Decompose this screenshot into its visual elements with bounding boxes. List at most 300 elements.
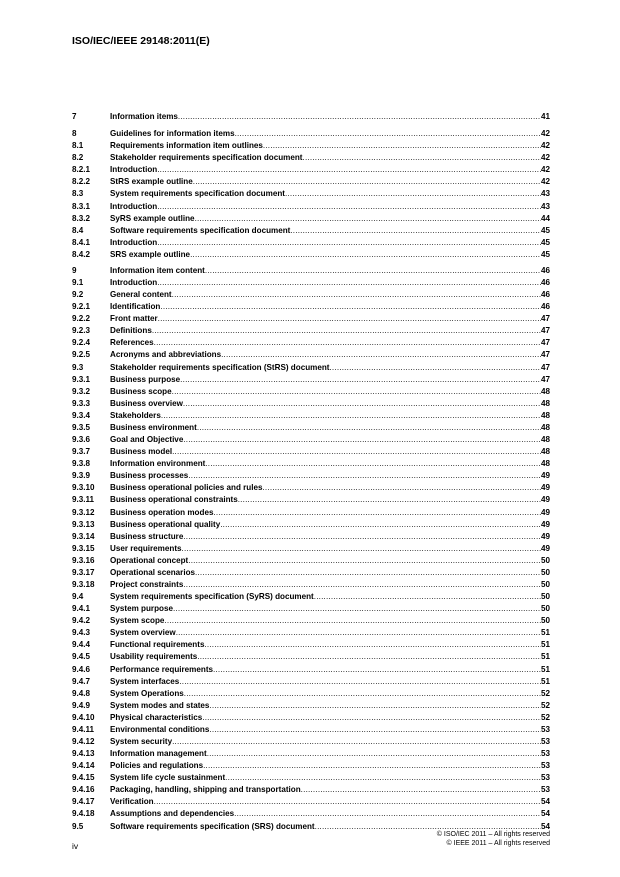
toc-entry-title: Business processes (110, 471, 189, 481)
toc-leader-dots (183, 434, 541, 446)
toc-entry[interactable] (72, 164, 550, 176)
toc-leader-dots (190, 249, 541, 261)
toc-entry-number: 9.3.15 (72, 543, 95, 553)
toc-entry-number: 9.4.17 (72, 797, 95, 807)
toc-entry-page: 52 (540, 712, 550, 722)
toc-entry[interactable] (72, 301, 550, 313)
toc-entry[interactable] (72, 555, 550, 567)
toc-leader-dots (195, 213, 541, 225)
toc-entry[interactable] (72, 140, 550, 152)
toc-section (72, 111, 550, 123)
toc-leader-dots (290, 225, 541, 237)
toc-leader-dots (184, 688, 541, 700)
toc-entry-page: 43 (540, 201, 550, 211)
toc-entry[interactable] (72, 213, 550, 225)
toc-entry-number: 8.4.2 (72, 249, 91, 259)
toc-entry-title: Business operation modes (110, 507, 214, 517)
toc-entry-number: 9.4.8 (72, 688, 91, 698)
toc-entry-page: 54 (540, 809, 550, 819)
toc-entry-page: 51 (540, 640, 550, 650)
toc-entry[interactable] (72, 724, 550, 736)
toc-entry[interactable] (72, 531, 550, 543)
toc-entry[interactable] (72, 188, 550, 200)
toc-leader-dots (238, 494, 541, 506)
toc-entry[interactable] (72, 446, 550, 458)
toc-entry[interactable] (72, 398, 550, 410)
toc-entry[interactable] (72, 543, 550, 555)
toc-entry-title: Operational scenarios (110, 567, 196, 577)
toc-entry-page: 51 (540, 664, 550, 674)
toc-leader-dots (193, 176, 541, 188)
toc-leader-dots (172, 386, 541, 398)
toc-leader-dots (183, 579, 541, 591)
toc-entry-title: System purpose (110, 604, 173, 614)
toc-section (72, 265, 550, 833)
toc-leader-dots (154, 337, 541, 349)
toc-entry-page: 53 (540, 724, 550, 734)
toc-entry[interactable] (72, 337, 550, 349)
toc-leader-dots (235, 128, 541, 140)
toc-entry-page: 46 (540, 265, 550, 275)
toc-leader-dots (314, 591, 541, 603)
toc-leader-dots (183, 531, 541, 543)
toc-entry-number: 9.4.7 (72, 676, 91, 686)
toc-entry-page: 54 (540, 821, 550, 831)
toc-entry-title: Identification (110, 302, 161, 312)
toc-entry-page: 50 (540, 592, 550, 602)
toc-entry-title: StRS example outline (110, 177, 193, 187)
copyright-iso: © ISO/IEC 2011 – All rights reserved (436, 831, 550, 838)
toc-entry-number: 9.3.7 (72, 447, 91, 457)
toc-entry-page: 52 (540, 700, 550, 710)
toc-entry[interactable] (72, 176, 550, 188)
toc-entry[interactable] (72, 325, 550, 337)
toc-entry-number: 9.4.4 (72, 640, 91, 650)
toc-entry-title: Acronyms and abbreviations (110, 350, 222, 360)
toc-entry-title: Software requirements specification (SRS) document (110, 821, 315, 831)
toc-entry[interactable] (72, 651, 550, 663)
toc-entry-page: 48 (540, 386, 550, 396)
toc-entry[interactable] (72, 249, 550, 261)
toc-entry-number: 9.4.15 (72, 773, 95, 783)
copyright-notice (437, 830, 550, 848)
toc-entry-title: Packaging, handling, shipping and transportation (110, 785, 301, 795)
toc-entry-page: 50 (540, 567, 550, 577)
toc-entry-page: 48 (540, 447, 550, 457)
toc-entry-page: 43 (540, 189, 550, 199)
toc-entry-page: 45 (540, 249, 550, 259)
toc-entry-title: Assumptions and dependencies (110, 809, 235, 819)
toc-entry-number: 9.4.13 (72, 749, 95, 759)
toc-entry-number: 9.2.3 (72, 326, 91, 336)
toc-entry-page: 53 (540, 785, 550, 795)
toc-entry-page: 49 (540, 495, 550, 505)
toc-entry-title: Introduction (110, 237, 158, 247)
toc-entry[interactable] (72, 664, 550, 676)
toc-entry[interactable] (72, 784, 550, 796)
toc-leader-dots (158, 313, 541, 325)
toc-entry-number: 9.4.11 (72, 724, 95, 734)
toc-entry-page: 47 (540, 350, 550, 360)
toc-entry-page: 42 (540, 129, 550, 139)
toc-entry-title: Information environment (110, 459, 206, 469)
toc-entry-number: 9.5 (72, 821, 84, 831)
toc-leader-dots (197, 422, 541, 434)
toc-entry[interactable] (72, 736, 550, 748)
toc-entry-page: 49 (540, 543, 550, 553)
toc-entry-number: 9.4.16 (72, 785, 95, 795)
toc-entry-page: 53 (540, 749, 550, 759)
toc-leader-dots (172, 446, 541, 458)
toc-entry-number: 8.2 (72, 153, 84, 163)
toc-entry-title: Business purpose (110, 374, 181, 384)
toc-entry[interactable] (72, 519, 550, 531)
toc-entry-title: Business structure (110, 531, 184, 541)
toc-entry-title: Definitions (110, 326, 152, 336)
toc-entry[interactable] (72, 470, 550, 482)
toc-leader-dots (220, 519, 541, 531)
toc-leader-dots (178, 111, 541, 123)
toc-entry-title: Business operational policies and rules (110, 483, 263, 493)
toc-entry-title: Business operational constraints (110, 495, 238, 505)
toc-entry[interactable] (72, 748, 550, 760)
toc-entry-page: 47 (540, 338, 550, 348)
toc-entry-number: 9.3.1 (72, 374, 91, 384)
toc-entry-title: Goal and Objective (110, 435, 184, 445)
toc-entry[interactable] (72, 277, 550, 289)
toc-entry-title: Business environment (110, 422, 197, 432)
toc-entry-title: Business overview (110, 398, 183, 408)
toc-entry[interactable] (72, 225, 550, 237)
toc-entry-number: 9.3.16 (72, 555, 95, 565)
toc-entry[interactable] (72, 362, 550, 374)
toc-entry-page: 49 (540, 519, 550, 529)
toc-entry[interactable] (72, 313, 550, 325)
toc-entry-number: 9.3.13 (72, 519, 95, 529)
toc-entry-title: Business operational quality (110, 519, 221, 529)
toc-leader-dots (157, 201, 541, 213)
toc-leader-dots (213, 507, 541, 519)
toc-entry-number: 8.4 (72, 225, 84, 235)
toc-entry-title: System life cycle sustainment (110, 773, 226, 783)
toc-leader-dots (202, 712, 541, 724)
toc-entry-number: 9.1 (72, 278, 84, 288)
toc-leader-dots (303, 152, 541, 164)
toc-leader-dots (221, 349, 541, 361)
toc-entry[interactable] (72, 772, 550, 784)
toc-leader-dots (209, 700, 541, 712)
toc-entry-page: 47 (540, 374, 550, 384)
toc-entry-number: 9.3.3 (72, 398, 91, 408)
toc-leader-dots (161, 410, 541, 422)
toc-section (72, 128, 550, 261)
toc-entry-number: 9.3.5 (72, 422, 91, 432)
toc-entry-title: Usability requirements (110, 652, 198, 662)
toc-entry-number: 9 (72, 265, 77, 275)
toc-entry-title: Business scope (110, 386, 172, 396)
toc-entry[interactable] (72, 128, 550, 140)
toc-entry-page: 44 (540, 213, 550, 223)
toc-entry-page: 54 (540, 797, 550, 807)
toc-entry[interactable] (72, 434, 550, 446)
toc-entry-title: Operational concept (110, 555, 189, 565)
copyright-ieee: © IEEE 2011 – All rights reserved (446, 840, 550, 847)
toc-entry-page: 46 (540, 302, 550, 312)
toc-entry-page: 49 (540, 507, 550, 517)
toc-leader-dots (234, 808, 541, 820)
toc-entry-number: 9.3.14 (72, 531, 95, 541)
toc-leader-dots (197, 651, 541, 663)
toc-entry[interactable] (72, 700, 550, 712)
toc-entry-page: 50 (540, 604, 550, 614)
toc-entry[interactable] (72, 796, 550, 808)
toc-leader-dots (176, 627, 541, 639)
toc-entry-title: User requirements (110, 543, 182, 553)
toc-entry-page: 49 (540, 531, 550, 541)
toc-entry-number: 9.3.12 (72, 507, 95, 517)
toc-entry-title: SRS example outline (110, 249, 191, 259)
toc-leader-dots (183, 398, 541, 410)
toc-entry-title: Stakeholder requirements specification (StRS) document (110, 362, 330, 372)
toc-entry-title: Verification (110, 797, 154, 807)
toc-entry[interactable] (72, 639, 550, 651)
toc-leader-dots (188, 555, 541, 567)
toc-entry-page: 49 (540, 483, 550, 493)
toc-entry-title: General content (110, 290, 172, 300)
toc-leader-dots (263, 140, 541, 152)
toc-entry-title: SyRS example outline (110, 213, 195, 223)
toc-entry-number: 9.2.1 (72, 302, 91, 312)
toc-entry-title: Project constraints (110, 579, 184, 589)
toc-entry-page: 48 (540, 398, 550, 408)
toc-entry[interactable] (72, 152, 550, 164)
toc-entry-number: 9.4.5 (72, 652, 91, 662)
toc-entry[interactable] (72, 410, 550, 422)
toc-entry-page: 48 (540, 422, 550, 432)
toc-entry-number: 7 (72, 112, 77, 121)
toc-entry-number: 9.4.14 (72, 761, 95, 771)
toc-entry-page: 53 (540, 736, 550, 746)
toc-entry[interactable] (72, 237, 550, 249)
toc-entry-number: 9.4.9 (72, 700, 91, 710)
toc-entry[interactable] (72, 591, 550, 603)
toc-leader-dots (225, 772, 541, 784)
toc-leader-dots (213, 664, 541, 676)
toc-leader-dots (209, 724, 541, 736)
toc-entry[interactable] (72, 265, 550, 277)
toc-leader-dots (182, 543, 541, 555)
toc-entry-number: 8 (72, 129, 77, 139)
toc-entry-number: 8.3.1 (72, 201, 91, 211)
toc-entry[interactable] (72, 808, 550, 820)
toc-entry-title: System modes and states (110, 700, 210, 710)
toc-leader-dots (180, 374, 541, 386)
toc-entry[interactable] (72, 386, 550, 398)
toc-entry-title: Performance requirements (110, 664, 214, 674)
toc-entry[interactable] (72, 111, 550, 123)
toc-entry-title: System overview (110, 628, 176, 638)
toc-entry[interactable] (72, 422, 550, 434)
toc-entry-page: 47 (540, 362, 550, 372)
toc-entry-number: 9.4 (72, 592, 84, 602)
toc-entry-page: 51 (540, 628, 550, 638)
toc-entry-number: 8.3 (72, 189, 84, 199)
toc-entry-number: 9.4.10 (72, 712, 95, 722)
toc-entry[interactable] (72, 482, 550, 494)
toc-entry[interactable] (72, 567, 550, 579)
toc-leader-dots (205, 458, 541, 470)
toc-entry-number: 9.3.18 (72, 579, 95, 589)
toc-entry-number: 8.2.1 (72, 165, 91, 175)
toc-entry-page: 48 (540, 459, 550, 469)
toc-entry-page: 48 (540, 435, 550, 445)
toc-entry-title: Front matter (110, 314, 158, 324)
toc-entry-page: 47 (540, 314, 550, 324)
toc-leader-dots (205, 265, 541, 277)
toc-entry[interactable] (72, 579, 550, 591)
toc-entry-title: References (110, 338, 154, 348)
toc-entry-title: Stakeholder requirements specification document (110, 153, 303, 163)
toc-entry-title: System scope (110, 616, 165, 626)
toc-entry-title: Software requirements specification document (110, 225, 291, 235)
toc-leader-dots (160, 301, 541, 313)
toc-entry-page: 53 (540, 761, 550, 771)
toc-entry-title: Introduction (110, 201, 158, 211)
toc-entry-title: System security (110, 736, 173, 746)
toc-leader-dots (301, 784, 541, 796)
toc-leader-dots (285, 188, 541, 200)
toc-entry-page: 42 (540, 165, 550, 175)
toc-entry-title: System requirements specification (SyRS) document (110, 592, 314, 602)
toc-entry-title: Functional requirements (110, 640, 205, 650)
toc-entry-page: 50 (540, 616, 550, 626)
toc-entry-page: 41 (540, 112, 550, 121)
toc-entry[interactable] (72, 374, 550, 386)
toc-entry-page: 48 (540, 410, 550, 420)
toc-leader-dots (157, 277, 541, 289)
toc-entry-number: 8.1 (72, 141, 84, 151)
toc-leader-dots (203, 760, 541, 772)
toc-entry-number: 8.2.2 (72, 177, 91, 187)
toc-entry[interactable] (72, 201, 550, 213)
toc-entry-page: 46 (540, 290, 550, 300)
toc-leader-dots (207, 748, 541, 760)
toc-entry[interactable] (72, 760, 550, 772)
toc-entry-title: System requirements specification document (110, 189, 285, 199)
toc-entry[interactable] (72, 289, 550, 301)
toc-entry-title: Introduction (110, 165, 158, 175)
toc-entry-title: Information management (110, 749, 207, 759)
toc-entry-page: 50 (540, 555, 550, 565)
toc-entry-number: 8.4.1 (72, 237, 91, 247)
toc-entry-title: Information items (110, 112, 178, 121)
toc-entry-page: 45 (540, 237, 550, 247)
toc-entry-title: Requirements information item outlines (110, 141, 263, 151)
toc-entry-page: 47 (540, 326, 550, 336)
toc-leader-dots (172, 736, 541, 748)
toc-entry-page: 51 (540, 676, 550, 686)
toc-entry-page: 45 (540, 225, 550, 235)
toc-leader-dots (173, 603, 541, 615)
toc-entry-number: 9.3.8 (72, 459, 91, 469)
toc-entry-number: 9.2.5 (72, 350, 91, 360)
toc-leader-dots (179, 676, 541, 688)
toc-entry-number: 9.2.2 (72, 314, 91, 324)
toc-entry-number: 9.3.9 (72, 471, 91, 481)
toc-entry[interactable] (72, 603, 550, 615)
toc-entry-number: 8.3.2 (72, 213, 91, 223)
toc-leader-dots (157, 164, 541, 176)
toc-entry-number: 9.4.12 (72, 736, 95, 746)
toc-entry-title: Information item content (110, 265, 205, 275)
toc-entry[interactable] (72, 627, 550, 639)
toc-entry-title: System interfaces (110, 676, 180, 686)
toc-entry[interactable] (72, 676, 550, 688)
toc-leader-dots (204, 639, 541, 651)
toc-entry-title: Policies and regulations (110, 761, 204, 771)
toc-entry-title: Business model (110, 447, 173, 457)
toc-entry-title: Stakeholders (110, 410, 161, 420)
toc-entry-title: Environmental conditions (110, 724, 210, 734)
toc-entry-number: 9.4.1 (72, 604, 91, 614)
toc-entry-page: 42 (540, 141, 550, 151)
toc-leader-dots (188, 470, 541, 482)
toc-entry-page: 42 (540, 177, 550, 187)
toc-entry-number: 9.2.4 (72, 338, 91, 348)
toc-entry-page: 53 (540, 773, 550, 783)
toc-leader-dots (172, 289, 541, 301)
toc-entry[interactable] (72, 688, 550, 700)
toc-leader-dots (164, 615, 541, 627)
toc-entry-page: 50 (540, 579, 550, 589)
page-number: iv (72, 841, 79, 851)
toc-entry-page: 49 (540, 471, 550, 481)
toc-entry[interactable] (72, 458, 550, 470)
toc-entry-number: 9.4.2 (72, 616, 91, 626)
toc-entry[interactable] (72, 349, 550, 361)
toc-leader-dots (329, 362, 541, 374)
toc-entry-page: 51 (540, 652, 550, 662)
toc-entry-page: 52 (540, 688, 550, 698)
toc-leader-dots (262, 482, 541, 494)
toc-entry-number: 9.3.10 (72, 483, 95, 493)
toc-entry[interactable] (72, 507, 550, 519)
toc-entry-page: 46 (540, 278, 550, 288)
toc-leader-dots (154, 796, 541, 808)
document-header: ISO/IEC/IEEE 29148:2011(E) (72, 35, 210, 47)
toc-entry-number: 9.3.2 (72, 386, 91, 396)
toc-entry-number: 9.3.17 (72, 567, 95, 577)
toc-entry[interactable] (72, 712, 550, 724)
toc-entry-number: 9.2 (72, 290, 84, 300)
toc-entry-title: Introduction (110, 278, 158, 288)
toc-entry-number: 9.4.6 (72, 664, 91, 674)
toc-entry-title: Physical characteristics (110, 712, 203, 722)
toc-entry-number: 9.3.4 (72, 410, 91, 420)
toc-entry[interactable] (72, 615, 550, 627)
toc-leader-dots (195, 567, 541, 579)
toc-entry-title: System Operations (110, 688, 184, 698)
toc-entry-title: Guidelines for information items (110, 129, 235, 139)
toc-entry-number: 9.3.11 (72, 495, 95, 505)
toc-entry-number: 9.4.18 (72, 809, 95, 819)
toc-entry[interactable] (72, 494, 550, 506)
toc-entry-number: 9.3.6 (72, 435, 91, 445)
toc-leader-dots (157, 237, 541, 249)
toc-entry-number: 9.4.3 (72, 628, 91, 638)
toc-leader-dots (152, 325, 541, 337)
toc-entry-number: 9.3 (72, 362, 84, 372)
